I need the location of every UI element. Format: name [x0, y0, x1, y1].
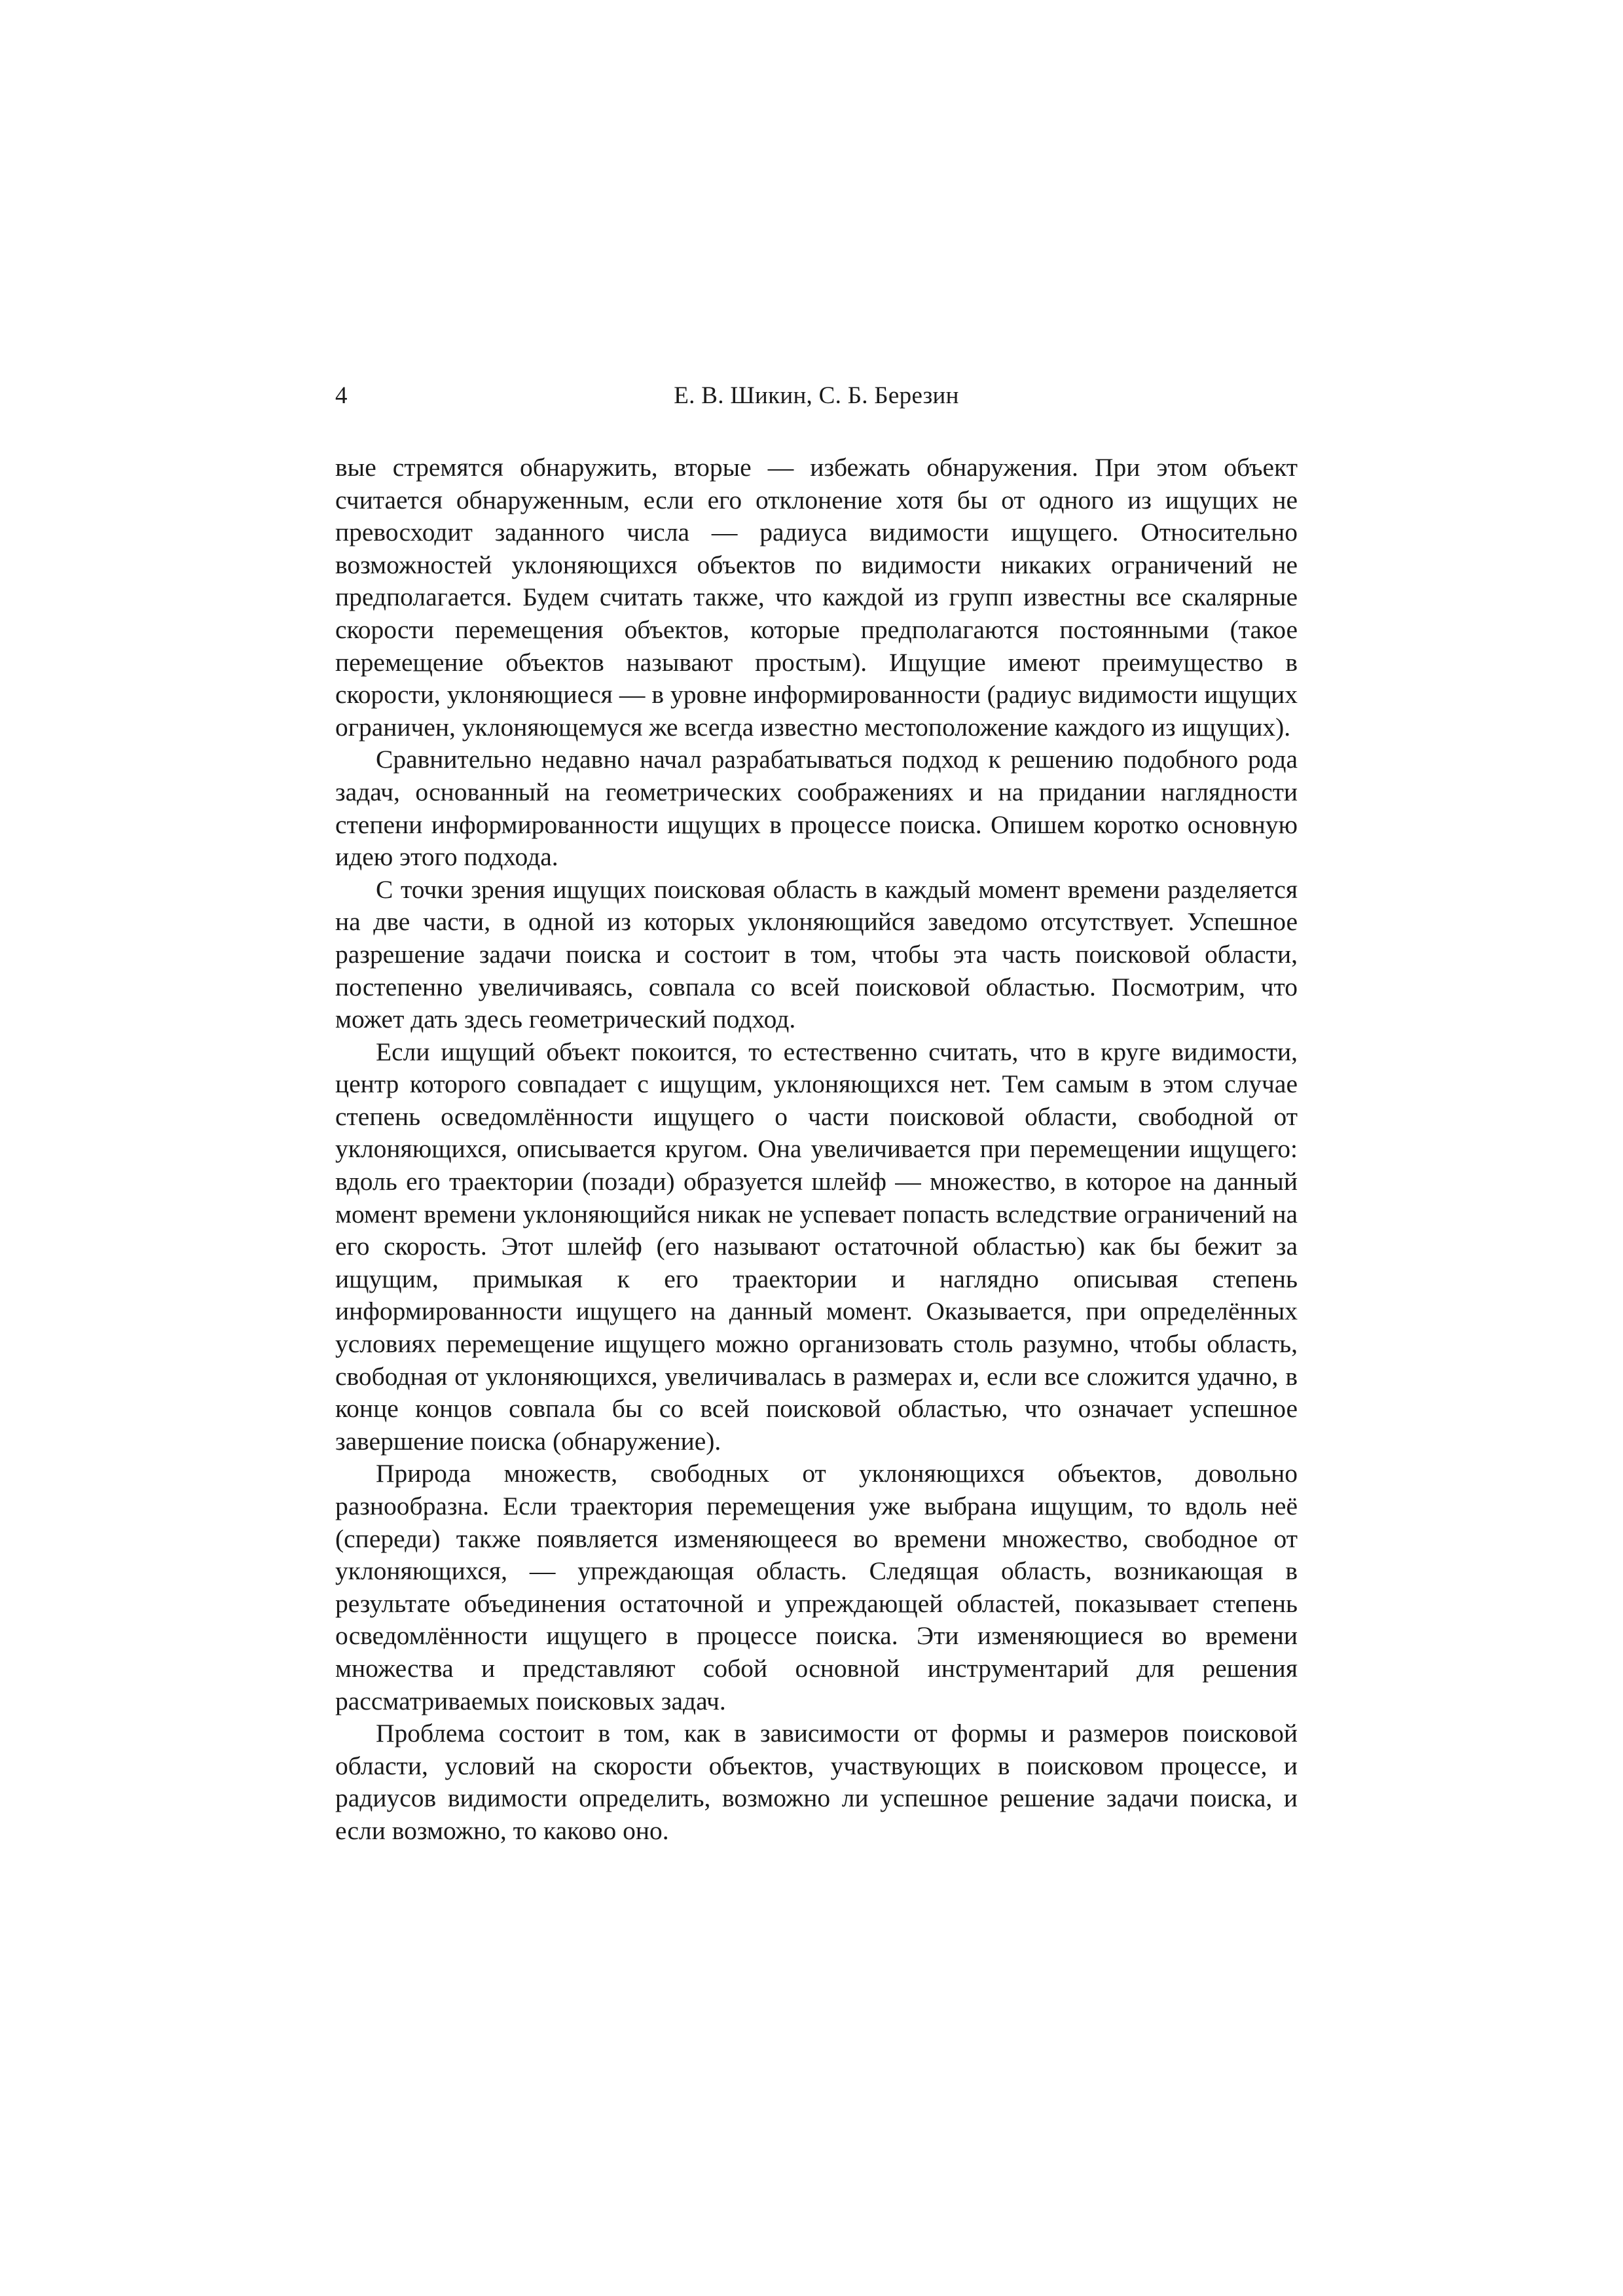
paragraph: Если ищущий объект покоится, то естественно считать, что в круге видимости, центр которого совпадает с ищущим, уклоняющихся нет. Тем самым в этом случае степень осведомлённости ищущего о части поисковой области, свободной от уклоняющихся, описывается кругом. Она увеличивается при перемещении ищущего: вдоль его траектории (позади) образуется шлейф — множество, в которое на данный момент времени уклоняющийся никак не успевает попасть вследствие ограничений на его скорость. Этот шлейф (его называют остаточной областью) как бы бежит за ищущим, примыкая к его траектории и наглядно описывая степень информированности ищущего на данный момент. Оказывается, при определённых условиях перемещение ищущего можно организовать столь разумно, чтобы область, свободная от уклоняющихся, увеличивалась в размерах и, если все сложится удачно, в конце концов совпала бы со всей поисковой областью, что означает успешное завершение поиска (обнаружение).: [335, 1037, 1298, 1456]
body-text: [335, 452, 1298, 1848]
paragraph: Природа множеств, свободных от уклоняющихся объектов, довольно разнообразна. Если траектория перемещения уже выбрана ищущим, то вдоль неё (спереди) также появляется изменяющееся во времени множество, свободное от уклоняющихся, — упреждающая область. Следящая область, возникающая в результате объединения остаточной и упреждающей областей, показывает степень осведомлённости ищущего в процессе поиска. Эти изменяющиеся во времени множества и представляют собой основной инструментарий для решения рассматриваемых поисковых задач.: [335, 1459, 1298, 1715]
page-number: 4: [335, 382, 348, 409]
paragraph: Сравнительно недавно начал разрабатываться подход к решению подобного рода задач, основанный на геометрических соображениях и на придании наглядности степени информированности ищущих в процессе поиска. Опишем коротко основную идею этого подхода.: [335, 745, 1298, 872]
running-head: [335, 376, 1298, 416]
running-title: Е. В. Шикин, С. Б. Березин: [674, 382, 959, 409]
paragraph-continued: вые стремятся обнаружить, вторые — избежать обнаружения. При этом объект считается обнаруженным, если его отклонение хотя бы от одного из ищущих не превосходит заданного числа — радиуса видимости ищущего. Относительно возможностей уклоняющихся объектов по видимости никаких ограничений не предполагается. Будем считать также, что каждой из групп известны все скалярные скорости перемещения объектов, которые предполагаются постоянными (такое перемещение объектов называют простым). Ищущие имеют преимущество в скорости, уклоняющиеся — в уровне информированности (радиус видимости ищущих ограничен, уклоняющемуся же всегда известно местоположение каждого из ищущих).: [335, 453, 1298, 742]
paragraph: С точки зрения ищущих поисковая область в каждый момент времени разделяется на две части, в одной из которых уклоняющийся заведомо отсутствует. Успешное разрешение задачи поиска и состоит в том, чтобы эта часть поисковой области, постепенно увеличиваясь, совпала со всей поисковой областью. Посмотрим, что может дать здесь геометрический подход.: [335, 874, 1298, 1034]
paragraph: Проблема состоит в том, как в зависимости от формы и размеров поисковой области, условий на скорости объектов, участвующих в поисковом процессе, и радиусов видимости определить, возможно ли успешное решение задачи поиска, и если возможно, то каково оно.: [335, 1719, 1298, 1845]
